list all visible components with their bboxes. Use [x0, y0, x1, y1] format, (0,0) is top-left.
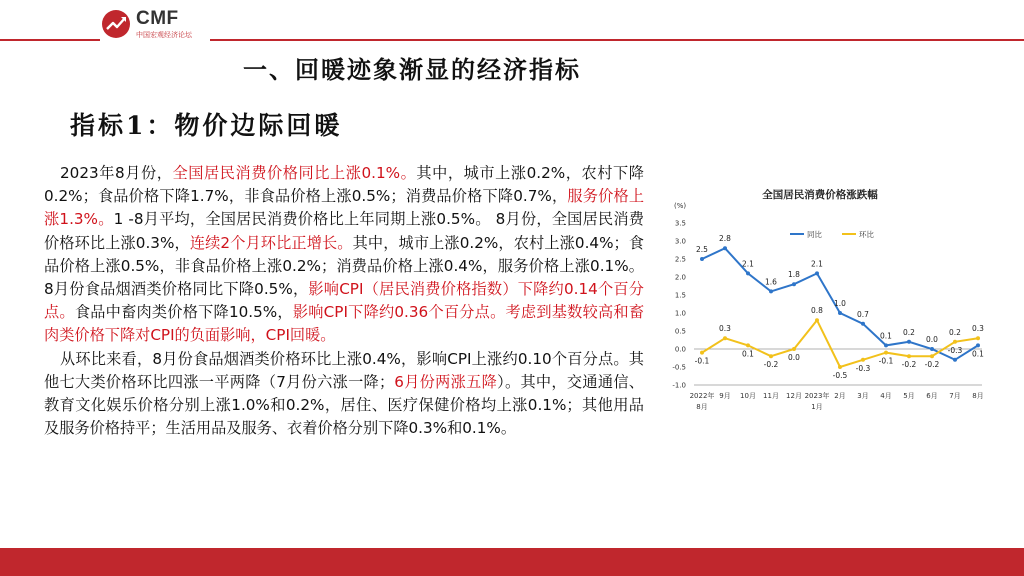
data-label: 0.3 [719, 324, 731, 334]
data-label: 1.0 [834, 299, 846, 308]
x-tick-label: 1月 [811, 403, 823, 411]
logo [100, 6, 210, 42]
highlight-run: 服务价格上涨1.3%。 [44, 187, 645, 229]
y-tick-label: -1.0 [672, 381, 686, 390]
x-tick-label: 2022年 [689, 392, 715, 400]
data-point [930, 347, 934, 351]
data-point [769, 289, 773, 293]
data-point [700, 351, 704, 355]
paragraph-1 [44, 162, 644, 348]
highlight-run: 影响CPI（居民消费价格指数）下降约0.14个百分点。 [44, 280, 644, 322]
data-point [861, 322, 865, 326]
footer-bar [0, 548, 1024, 576]
y-tick-label: 2.0 [674, 273, 686, 282]
data-point [746, 343, 750, 347]
data-point [861, 358, 865, 362]
x-tick-label: 7月 [949, 392, 961, 400]
text-run: 1 -8月平均，全国居民消费价格比上年同期上涨0.5%。 8月份，全国居民消费价格环比上涨0.3%， [44, 210, 644, 252]
x-tick-label: 2月 [834, 392, 846, 400]
data-point [976, 343, 980, 347]
chart-title: 全国居民消费价格涨跌幅 [762, 189, 878, 201]
data-point [815, 271, 819, 275]
data-point [907, 340, 911, 344]
data-point [884, 343, 888, 347]
data-point [953, 358, 957, 362]
data-point [953, 340, 957, 344]
data-point [723, 336, 727, 340]
x-tick-label: 9月 [719, 392, 731, 400]
y-axis-unit: (%) [674, 202, 687, 210]
text-run: 其中，城市上涨0.2%，农村上涨0.4%；食品价格上涨0.5%，非食品价格上涨0.2%；消费品价格上涨0.4%，服务价格上涨0.1%。8月份食品烟酒类价格同比下降0.5%， [44, 233, 644, 299]
x-tick-label: 2023年 [804, 392, 830, 400]
data-point [838, 311, 842, 315]
data-label: 0.1 [742, 349, 754, 359]
data-label: -0.2 [924, 360, 940, 370]
data-point [884, 351, 888, 355]
paragraph-2 [44, 348, 644, 441]
y-tick-label: 3.0 [674, 237, 686, 246]
data-label: 2.1 [811, 259, 823, 269]
data-label: 0.1 [972, 349, 984, 359]
text-run: 食品中畜肉类价格下降10.5%， [74, 303, 293, 322]
data-point [930, 354, 934, 358]
highlight-run: 影响CPI下降约0.36个百分点。考虑到基数较高和畜肉类价格下降对CPI的负面影响，CPI回暖。 [44, 303, 645, 345]
data-point [792, 347, 796, 351]
data-point [907, 354, 911, 358]
text-run: 从环比来看，8月份食品烟酒类价格环比上涨0.4%，影响CPI上涨约0.10个百分点。其他七大类价格环比四涨一平两降（7月份六涨一降； [44, 349, 644, 391]
y-tick-label: -0.5 [672, 363, 686, 372]
data-label: 2.8 [719, 234, 731, 244]
data-point [976, 336, 980, 340]
y-tick-label: 1.5 [674, 291, 686, 300]
x-tick-label: 8月 [696, 403, 708, 411]
data-label: 1.6 [765, 277, 777, 287]
data-point [838, 365, 842, 369]
y-tick-label: 1.0 [674, 309, 686, 318]
data-point [769, 354, 773, 358]
data-label: -0.2 [901, 360, 917, 370]
data-point [700, 257, 704, 261]
text-run: ）。其中，交通通信、教育文化娱乐价格分别上涨1.0%和0.2%，居住、医疗保健价格均上涨0.1%；其他用品及服务价格持平；生活用品及服务、衣着价格分别下降0.3%和0.1%。 [44, 372, 644, 438]
data-label: 2.5 [696, 245, 708, 254]
highlight-run: 6月份两涨五降 [394, 372, 498, 391]
data-label: 0.2 [949, 327, 961, 337]
text-run: 其中，城市上涨0.2%，农村下降0.2%；食品价格下降1.7%，非食品价格上涨0.5%；消费品价格下降0.7%， [44, 164, 644, 206]
x-tick-label: 5月 [903, 392, 915, 400]
data-point [723, 246, 727, 250]
data-label: 0.3 [972, 324, 984, 334]
x-tick-label: 12月 [786, 392, 802, 400]
data-label: 0.7 [857, 309, 869, 319]
legend-label: 同比 [807, 230, 822, 239]
x-tick-label: 4月 [880, 392, 892, 400]
data-label: -0.3 [855, 363, 871, 373]
data-label: 0.2 [903, 327, 915, 337]
cpi-line-chart [660, 180, 990, 420]
y-tick-label: 0.0 [674, 345, 686, 354]
x-tick-label: 11月 [763, 392, 779, 400]
indicator-title: 指标1：物价边际回暖 [70, 111, 343, 140]
x-tick-label: 8月 [972, 392, 984, 400]
brand-subtitle: 中国宏观经济论坛 [136, 31, 192, 39]
y-tick-label: 0.5 [674, 327, 686, 336]
y-tick-label: 3.5 [674, 219, 686, 228]
section-title: 一、回暖迹象渐显的经济指标 [243, 55, 581, 84]
legend-label: 环比 [859, 230, 874, 239]
data-label: -0.2 [763, 360, 779, 370]
data-label: 0.0 [788, 353, 800, 362]
data-label: -0.5 [832, 371, 848, 380]
data-label: 0.8 [811, 306, 823, 316]
highlight-run: 全国居民消费价格同比上涨0.1%。 [172, 164, 417, 182]
data-label: 0.0 [926, 335, 938, 344]
body-text [44, 162, 644, 440]
data-point [815, 318, 819, 322]
logo-icon [100, 8, 132, 40]
data-point [792, 282, 796, 286]
data-label: 1.8 [788, 270, 800, 280]
x-tick-label: 3月 [857, 392, 869, 400]
highlight-run: 连续2个月环比正增长。 [189, 233, 353, 252]
data-label: 2.1 [742, 259, 754, 269]
data-label: -0.3 [947, 345, 963, 355]
data-label: -0.1 [694, 356, 710, 366]
data-label: -0.1 [878, 356, 894, 366]
data-point [746, 271, 750, 275]
data-label: 0.1 [880, 331, 892, 341]
text-run: 2023年8月份， [60, 164, 173, 182]
y-tick-label: 2.5 [674, 255, 686, 264]
x-tick-label: 6月 [926, 392, 938, 400]
brand-name: CMF [136, 8, 179, 29]
x-tick-label: 10月 [740, 392, 756, 400]
